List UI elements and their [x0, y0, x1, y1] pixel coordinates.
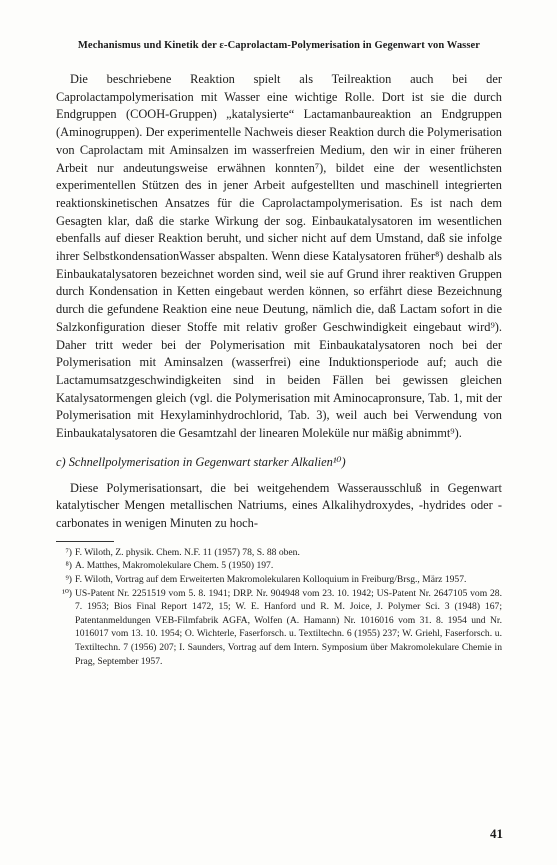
footnote-rule	[56, 541, 114, 542]
footnote-text: F. Wiloth, Vortrag auf dem Erweiterten Makromolekularen Kolloquium in Freiburg/Brsg., März 1957.	[75, 574, 467, 586]
footnotes	[56, 546, 502, 668]
running-head: Mechanismus und Kinetik der ε-Caprolactam-Polymerisation in Gegenwart von Wasser	[77, 40, 481, 51]
footnote-8	[56, 559, 502, 573]
paragraph-1-text: Die beschriebene Reaktion spielt als Teilreaktion auch bei der Caprolactampolymerisation mit Wasser eine wichtige Rolle. Dort ist sie die durch Endgruppen (COOH-Gruppen) „katalysierte“ Lactamanbaureaktion an Endgruppen (Aminogruppen). Der experimentelle Nachweis dieser Reaktion durch die Polymerisation von Caprolactam mit Aminsalzen im wasserfreien Medium, den wir in einer früheren Arbeit nur andeutungsweise erwähnen konnten⁷), bildet eine der wesentlichsten experimentellen Stützen des in jener Arbeit aufgestellten und maschinell integrierten reaktionskinetischen Ansatzes für die Caprolactampolymerisation. Es ist nach dem Gesagten klar, daß die starke Wirkung der sog. Einbaukatalysatoren im wesentlichen ebenfalls auf dieser Reaktion beruht, und sicher nicht auf dem Umstand, daß sie infolge ihrer SelbstkondensationWasser abspalten. Wenn diese Katalysatoren früher⁸) deshalb als Einbaukatalysatoren bezeichnet worden sind, weil sie auf Grund ihrer reaktiven Gruppen durch Kondensation in Ketten eingebaut werden können, so erfährt diese Bezeichnung durch die gefundene Reaktion eine neue Deutung, nämlich die, daß Lactam sofort in die Salzkonfiguration dieser Stoffe mit relativ großer Geschwindigkeit eingebaut wird⁹). Daher tritt weder bei der Polymerisation mit Einbaukatalysatoren noch bei der Polymerisation mit Aminsalzen (wasserfrei) eine Induktionsperiode auf; auch die Lactamumsatzgeschwindigkeiten sind in beiden Fällen bei gewissen gleichen Katalysatormengen gleich (vgl. die Polymerisation mit Aminocapronsure, Tab. 1, mit der Polymerisation mit Hexylaminhydrochlorid, Tab. 3), weil auch bei Verwendung von Einbaukatalysatoren die Gesamtzahl der linearen Moleküle nur mäßig abnimmt⁹).	[56, 72, 502, 441]
footnote-mark: ⁹)	[65, 574, 72, 586]
page-number: 41	[490, 826, 503, 841]
paragraph-2-text: Diese Polymerisationsart, die bei weitgehendem Wasserausschluß in Gegenwart katalytischer Mengen metallischen Natriums, eines Alkalihydroxydes, -hydrides oder -carbonates in wenigen Minuten zu hoch-	[56, 480, 502, 531]
section-heading: c) Schnellpolymerisation in Gegenwart starker Alkalien¹⁰)	[56, 454, 346, 469]
footnote-9	[56, 573, 502, 587]
body-paragraph-1	[56, 71, 502, 443]
footnote-text: F. Wiloth, Z. physik. Chem. N.F. 11 (1957) 78, S. 88 oben.	[75, 546, 300, 558]
footnote-mark: ¹⁰)	[62, 587, 72, 599]
footnote-7	[56, 546, 502, 560]
body-paragraph-2	[56, 480, 502, 533]
footnote-mark: ⁸)	[65, 560, 72, 572]
footnote-mark: ⁷)	[65, 546, 72, 558]
page	[56, 40, 502, 668]
footnote-text: A. Matthes, Makromolekulare Chem. 5 (1950) 197.	[75, 560, 274, 572]
footnote-10	[56, 587, 502, 669]
footnote-text: US-Patent Nr. 2251519 vom 5. 8. 1941; DRP. Nr. 904948 vom 23. 10. 1942; US-Patent Nr. 2647105 vom 28. 7. 1953; Bios Final Report 1472, 15; W. E. Hanford und R. M. Joice, J. Polymer Sci. 3 (1948) 167; Patentanmeldungen VEB-Filmfabrik AGFA, Wolfen (A. Hamann) Nr. 1016016 vom 31. 8. 1954 und Nr. 1016017 vom 13. 10. 1954; O. Wichterle, Faserforsch. u. Textiltechn. 6 (1955) 237; W. Griehl, Faserforsch. u. Textiltechn. 7 (1956) 207; I. Saunders, Vortrag auf dem Intern. Symposium über Makromolekulare Chemie in Prag, September 1957.	[75, 587, 502, 667]
